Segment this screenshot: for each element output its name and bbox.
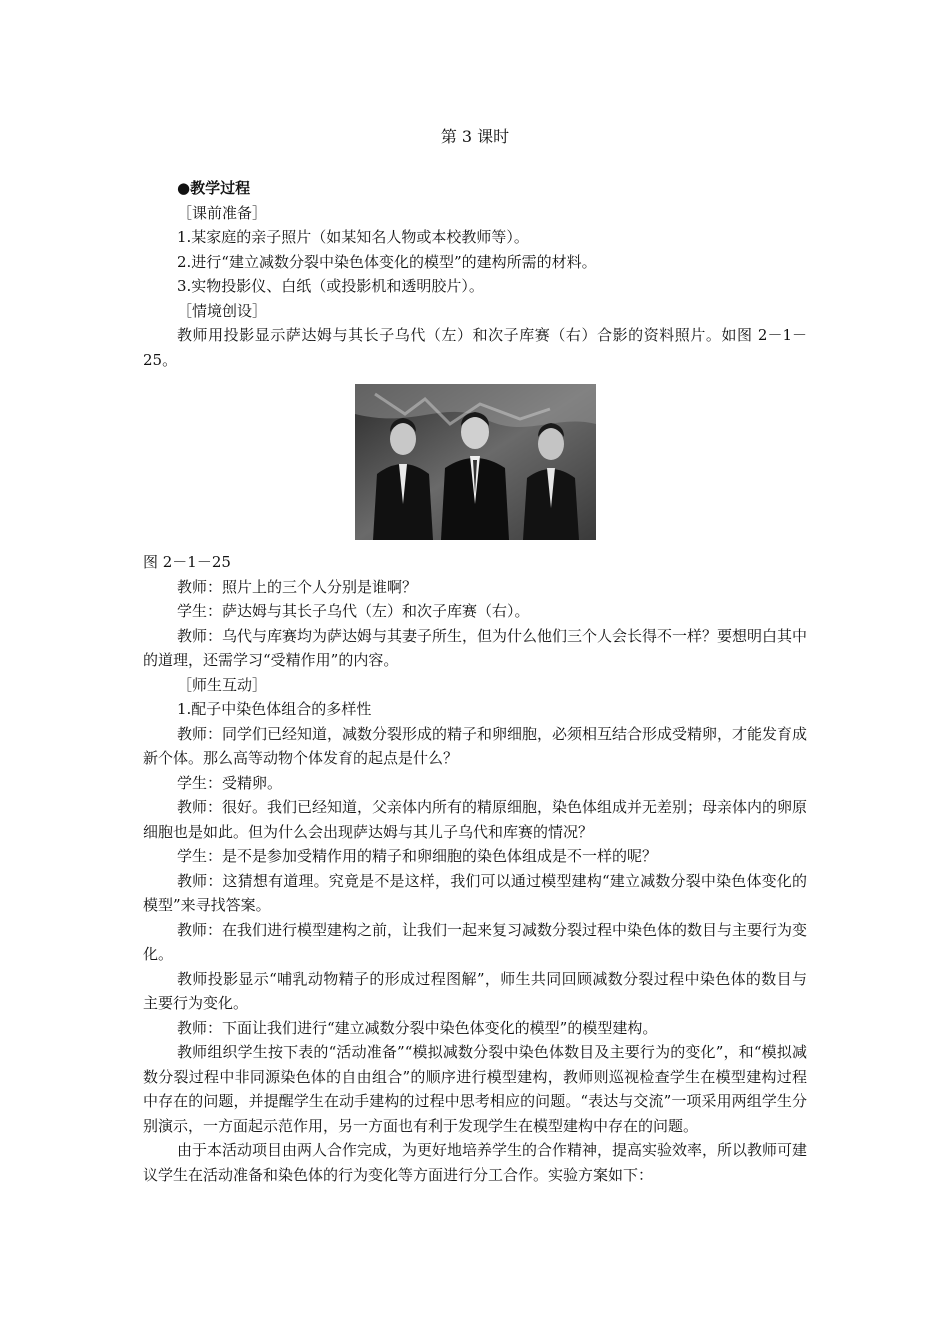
interact-paragraph-9: 教师组织学生按下表的“活动准备”“模拟减数分裂中染色体数目及主要行为的变化”，和“模拟减数分裂过程中非同源染色体的自由组合”的顺序进行模型建构，教师则巡视检查学生在模型建构过程中存在的问题，并提醒学生在动手建构的过程中思考相应的问题。“表达与交流”一项采用两组学生分别演示，一方面起示范作用，另一方面也有利于发现学生在模型建构中存在的问题。 [143,1043,807,1135]
family-photo [355,384,596,540]
interact-paragraph-10: 由于本活动项目由两人合作完成，为更好地培养学生的合作精神，提高实验效率，所以教师可建议学生在活动准备和染色体的行为变化等方面进行分工合作。实验方案如下： [143,1141,808,1184]
interact-paragraph-8: 教师：下面让我们进行“建立减数分裂中染色体变化的模型”的模型建构。 [177,1018,658,1037]
prep-item-2: 2.进行“建立减数分裂中染色体变化的模型”的建构所需的材料。 [177,252,597,271]
interact-label: ［师生互动］ [177,675,268,694]
interact-paragraph-2: 学生：受精卵。 [177,773,283,792]
interact-paragraph-7: 教师投影显示“哺乳动物精子的形成过程图解”，师生共同回顾减数分裂过程中染色体的数目与主要行为变化。 [143,969,807,1012]
prep-item-1: 1.某家庭的亲子照片（如某知名人物或本校教师等）。 [177,228,529,246]
interact-paragraph-1: 教师：同学们已经知道，减数分裂形成的精子和卵细胞，必须相互结合形成受精卵，才能发育成新个体。那么高等动物个体发育的起点是什么？ [143,724,808,767]
figure-caption: 图 2－1－25 [143,553,231,571]
dialog-teacher-1: 教师：照片上的三个人分别是谁啊？ [177,577,418,596]
scene-label: ［情境创设］ [177,301,268,320]
prep-label: ［课前准备］ [177,203,268,222]
section-heading: ●教学过程 [177,179,251,197]
prep-item-3: 3.实物投影仪、白纸（或投影机和透明胶片）。 [177,277,484,295]
dialog-teacher-2: 教师：乌代与库赛均为萨达姆与其妻子所生，但为什么他们三个人会长得不一样？要想明白其中的道理，还需学习“受精作用”的内容。 [143,626,808,669]
scene-intro: 教师用投影显示萨达姆与其长子乌代（左）和次子库赛（右）合影的资料照片。如图 2－1－25。 [143,326,807,369]
document-body [143,176,807,1187]
dialog-student-1: 学生：萨达姆与其长子乌代（左）和次子库赛（右）。 [177,602,530,620]
interact-paragraph-3: 教师：很好。我们已经知道，父亲体内所有的精原细胞，染色体组成并无差别；母亲体内的卵原细胞也是如此。但为什么会出现萨达姆与其儿子乌代和库赛的情况？ [143,798,808,841]
interact-paragraph-6: 教师：在我们进行模型建构之前，让我们一起来复习减数分裂过程中染色体的数目与主要行为变化。 [143,920,808,963]
interact-paragraph-4: 学生：是不是参加受精作用的精子和卵细胞的染色体组成是不一样的呢？ [177,847,658,865]
interact-subheading: 1.配子中染色体组合的多样性 [177,700,372,718]
interact-paragraph-5: 教师：这猜想有道理。究竟是不是这样，我们可以通过模型建构“建立减数分裂中染色体变化的模型”来寻找答案。 [143,871,807,914]
lesson-title: 第 3 课时 [440,127,510,146]
